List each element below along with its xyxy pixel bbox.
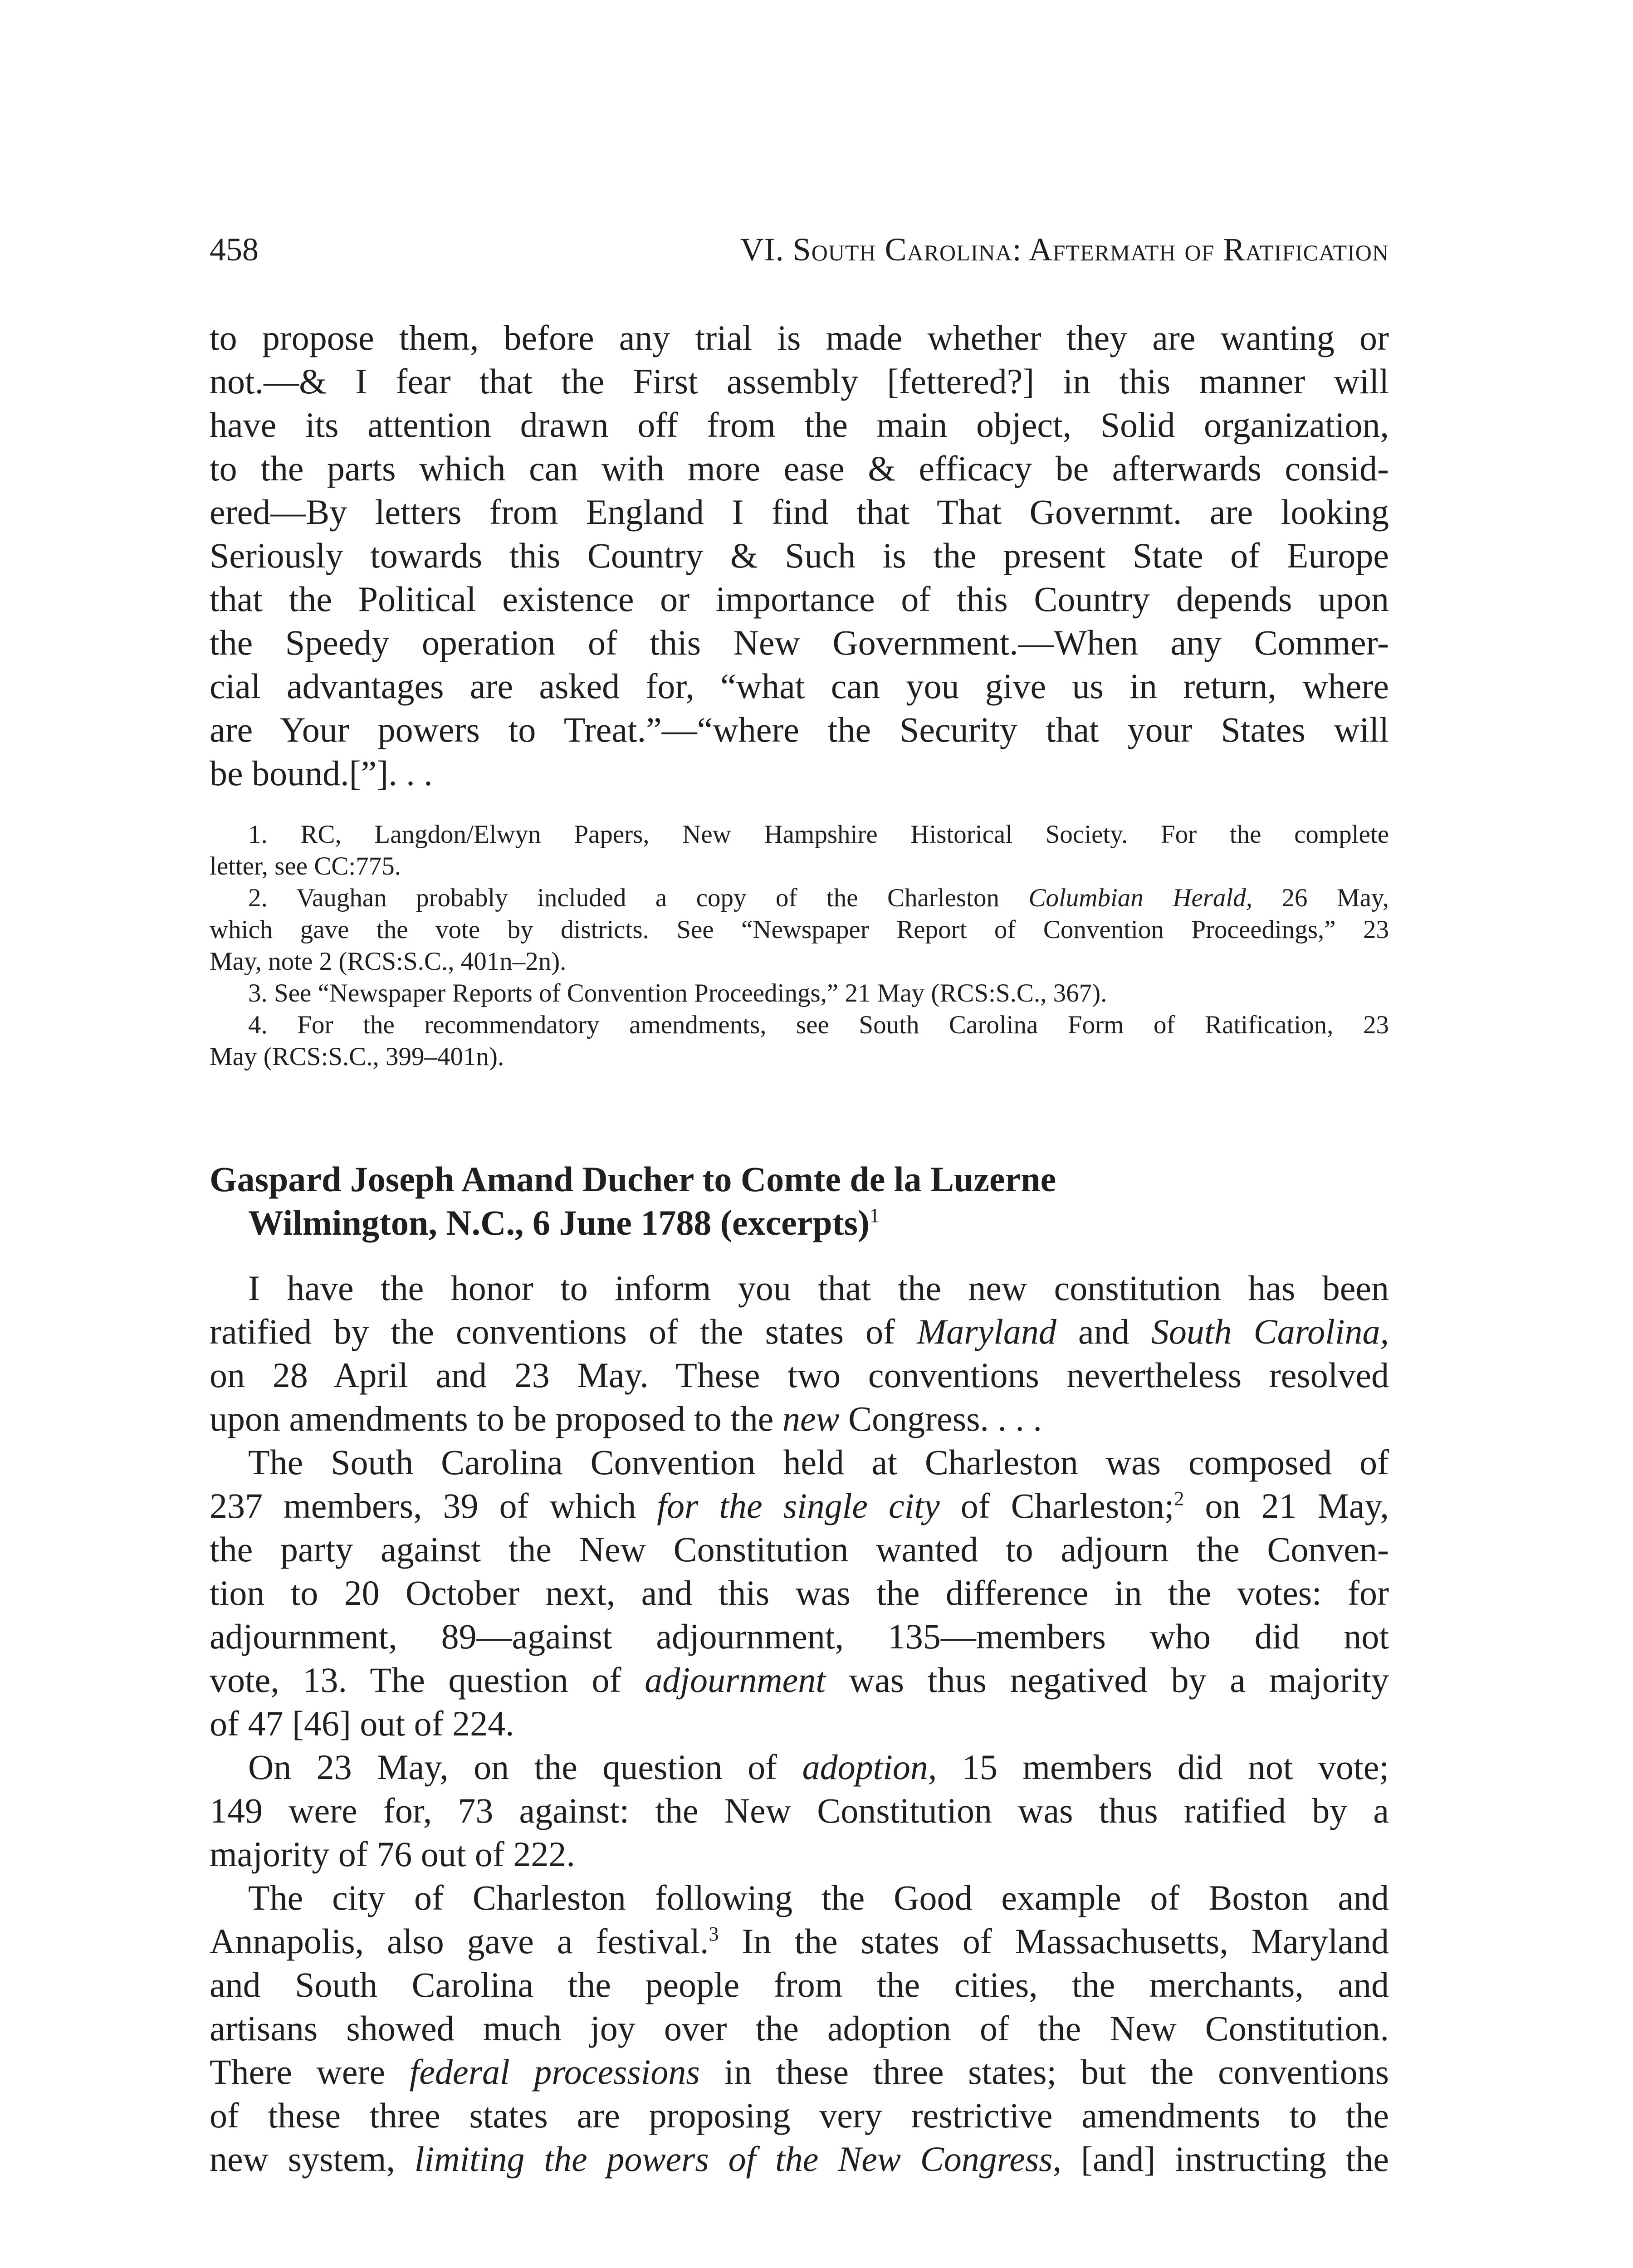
italic-run: adoption, [802, 1747, 937, 1787]
text-line: have its attention drawn off from the main object, Solid organization, [210, 405, 1389, 445]
italic-run: adjournment [645, 1660, 826, 1700]
text-line: on 28 April and 23 May. These two conventions nevertheless resolved [210, 1355, 1389, 1395]
text-line: to propose them, before any trial is made whether they are wanting or [210, 318, 1389, 357]
note-line: 4. For the recommendatory amendments, see South Carolina Form of Ratification, 23 [248, 1011, 1389, 1039]
text-line: 149 were for, 73 against: the New Constitution was thus ratified by a [210, 1791, 1389, 1830]
dateline-text: Wilmington, N.C., 6 June 1788 (excerpts) [248, 1203, 870, 1242]
text-run: vote, 13. The question of [210, 1660, 645, 1700]
running-head-title: VI. South Carolina: Aftermath of Ratification [740, 231, 1389, 268]
text-line: of these three states are proposing very restrictive amendments to the [210, 2096, 1389, 2135]
text-run: 15 members did not vote; [937, 1747, 1389, 1787]
text-line: not.—& I fear that the First assembly [fettered?] in this manner will [210, 362, 1389, 401]
paragraph-1 [210, 1266, 1389, 1441]
text-line: the Speedy operation of this New Government.—When any Commer- [210, 623, 1389, 662]
footnotes [210, 819, 1389, 1073]
note-line [210, 882, 1389, 914]
footnote-ref: 3 [709, 1923, 719, 1945]
text-line: and South Carolina the people from the cities, the merchants, and [210, 1965, 1389, 2004]
newspaper-title: Columbian Herald, [1028, 884, 1253, 912]
text-run: was thus negatived by a majority [825, 1660, 1389, 1700]
text-run: upon amendments to be proposed to the [210, 1399, 782, 1438]
text-line: Seriously towards this Country & Such is the present State of Europe [210, 536, 1389, 575]
text-run: in these three states; but the conventions [699, 2052, 1389, 2092]
text-line: are Your powers to Treat.”—“where the Security that your States will [210, 710, 1389, 749]
text-run: new system, [210, 2139, 415, 2179]
text-line [210, 1310, 1389, 1354]
text-line: adjournment, 89—against adjournment, 135—members who did not [210, 1617, 1389, 1656]
text-line [210, 1745, 1389, 1789]
letter-heading [210, 1158, 1389, 1245]
text-line [210, 1484, 1389, 1528]
text-line: ered—By letters from England I find that That Governmt. are looking [210, 492, 1389, 532]
footnote-ref: 1 [870, 1204, 880, 1227]
italic-run: South Carolina, [1151, 1312, 1389, 1351]
text-line [210, 1397, 1389, 1441]
text-run: There were [210, 2052, 410, 2092]
note-line: 1. RC, Langdon/Elwyn Papers, New Hampshire Historical Society. For the complete [248, 820, 1389, 849]
text-run: Annapolis, also gave a festival. [210, 1921, 709, 1961]
page-number: 458 [210, 231, 259, 268]
paragraph-2 [210, 1441, 1389, 1745]
text-line: I have the honor to inform you that the new constitution has been [248, 1268, 1389, 1308]
note-line: which gave the vote by districts. See “Newspaper Report of Convention Proceedings,” 23 [210, 915, 1389, 944]
running-head [210, 229, 1389, 270]
text-line: that the Political existence or importance of this Country depends upon [210, 579, 1389, 619]
text-line: cial advantages are asked for, “what can you give us in return, where [210, 666, 1389, 706]
text-line: be bound.[”]. . . [210, 753, 433, 793]
text-run: on 21 May, [1184, 1486, 1389, 1525]
text-run: In the states of Massachusetts, Maryland [719, 1921, 1389, 1961]
footnote-4 [210, 1009, 1389, 1073]
italic-run: limiting the powers of the New Congress, [414, 2139, 1062, 2179]
text-line: majority of 76 out of 222. [210, 1834, 575, 1874]
text-run: ratified by the conventions of the states of [210, 1312, 917, 1351]
text-line: The city of Charleston following the Good example of Boston and [248, 1878, 1389, 1917]
text-run: On 23 May, on the question of [248, 1747, 802, 1787]
letter-heading-title: Gaspard Joseph Amand Ducher to Comte de la Luzerne [210, 1159, 1056, 1199]
text-run: and [1056, 1312, 1151, 1351]
paragraph-4 [210, 1876, 1389, 2181]
text-line: The South Carolina Convention held at Charleston was composed of [248, 1442, 1389, 1482]
footnote-2 [210, 882, 1389, 978]
paragraph-3 [210, 1745, 1389, 1876]
footnote-ref: 2 [1174, 1487, 1184, 1510]
text-run: [and] instructing the [1061, 2139, 1389, 2179]
text-run: 237 members, 39 of which [210, 1486, 657, 1525]
text-line: of 47 [46] out of 224. [210, 1704, 514, 1743]
text-line [210, 2050, 1389, 2094]
note-line: 3. See “Newspaper Reports of Convention Proceedings,” 21 May (RCS:S.C., 367). [248, 979, 1107, 1007]
letter-body [210, 1266, 1389, 2181]
note-line: May, note 2 (RCS:S.C., 401n–2n). [210, 947, 567, 976]
text-line: tion to 20 October next, and this was the difference in the votes: for [210, 1573, 1389, 1613]
footnote-1 [210, 819, 1389, 882]
note-line: letter, see CC:775. [210, 852, 401, 880]
italic-run: Maryland [917, 1312, 1056, 1351]
text-line [210, 1920, 1389, 1963]
text-line: the party against the New Constitution wanted to adjourn the Conven- [210, 1530, 1389, 1569]
note-line: May (RCS:S.C., 399–401n). [210, 1042, 504, 1071]
note-text: 2. Vaughan probably included a copy of the Charleston [248, 884, 1029, 912]
continued-letter-text [210, 316, 1389, 795]
text-line: artisans showed much joy over the adoption of the New Constitution. [210, 2009, 1389, 2048]
footnote-3 [210, 978, 1389, 1009]
text-run: of Charleston; [939, 1486, 1174, 1525]
italic-run: federal processions [409, 2052, 700, 2092]
italic-run: new [782, 1399, 840, 1438]
text-line: to the parts which can with more ease & efficacy be afterwards consid- [210, 449, 1389, 488]
note-text: 26 May, [1252, 884, 1389, 912]
text-line [210, 1658, 1389, 1702]
letter-heading-dateline [210, 1201, 1389, 1245]
text-line [210, 2137, 1389, 2181]
text-run: Congress. . . . [839, 1399, 1042, 1438]
italic-run: for the single city [657, 1486, 940, 1525]
